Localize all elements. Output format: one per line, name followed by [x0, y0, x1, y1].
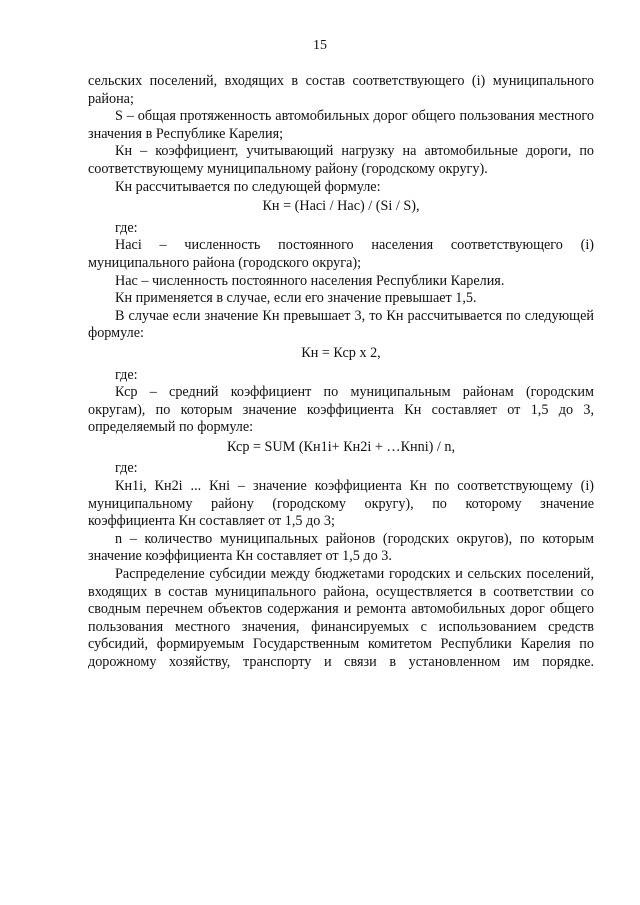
paragraph-nasi-definition: Насi – численность постоянного населения соответствующего (i) муниципального района (городского округа); [88, 237, 594, 271]
paragraph-n-definition: n – количество муниципальных районов (городских округов), по которым значение коэффициента Кн составляет от 1,5 до 3. [88, 530, 594, 565]
paragraph-kni-definition: Кн1i, Кн2i ... Кнi – значение коэффициента Кн по соответствующему (i) муниципальному району (городскому округу), по которому значение коэффициента Кн составляет от 1,5 до 3; [88, 478, 594, 530]
paragraph-kn-formula-intro: Кн рассчитывается по следующей формуле: [115, 178, 381, 195]
page-number: 15 [313, 38, 327, 53]
document-body [88, 73, 594, 672]
paragraph-kcp-definition: Кср – средний коэффициент по муниципальным районам (городским округам), по которым значение коэффициента Кн составляет от 1,5 до 3, определяемый по формуле: [88, 384, 594, 436]
formula-kcp: Кср = SUM (Кн1i+ Кн2i + …Кнni) / n, [226, 438, 456, 455]
where-label: где: [115, 366, 138, 383]
paragraph-continuation: сельских поселений, входящих в состав соответствующего (i) муниципального района; [88, 73, 594, 107]
paragraph-s-definition: S – общая протяженность автомобильных дорог общего пользования местного значения в Республике Карелия; [88, 108, 594, 142]
paragraph-kn-threshold: Кн применяется в случае, если его значение превышает 1,5. [115, 290, 477, 307]
paragraph-nas-definition: Нас – численность постоянного населения Республики Карелия. [115, 272, 505, 289]
where-label: где: [115, 219, 138, 236]
paragraph-kn-exceeds-3: В случае если значение Кн превышает 3, то Кн рассчитывается по следующей формуле: [88, 307, 594, 342]
where-label: где: [115, 460, 138, 477]
formula-kn-kcp: Кн = Кср х 2, [301, 344, 381, 361]
paragraph-kn-definition: Кн – коэффициент, учитывающий нагрузку на автомобильные дороги, по соответствующему муниципальному району (городскому округу). [88, 143, 594, 177]
paragraph-subsidy-distribution: Распределение субсидии между бюджетами городских и сельских поселений, входящих в состав муниципального района, осуществляется в соответствии со сводным перечнем объектов содержания и ремонта автомобильных дорог общего пользования местного значения, финансируемых с использованием средств субсидий, формируемым Государственным комитетом Республики Карелия по дорожному хозяйству, транспорту и связи в установленном им порядке. [88, 566, 594, 670]
formula-kn: Кн = (Насi / Нас) / (Si / S), [262, 198, 420, 215]
